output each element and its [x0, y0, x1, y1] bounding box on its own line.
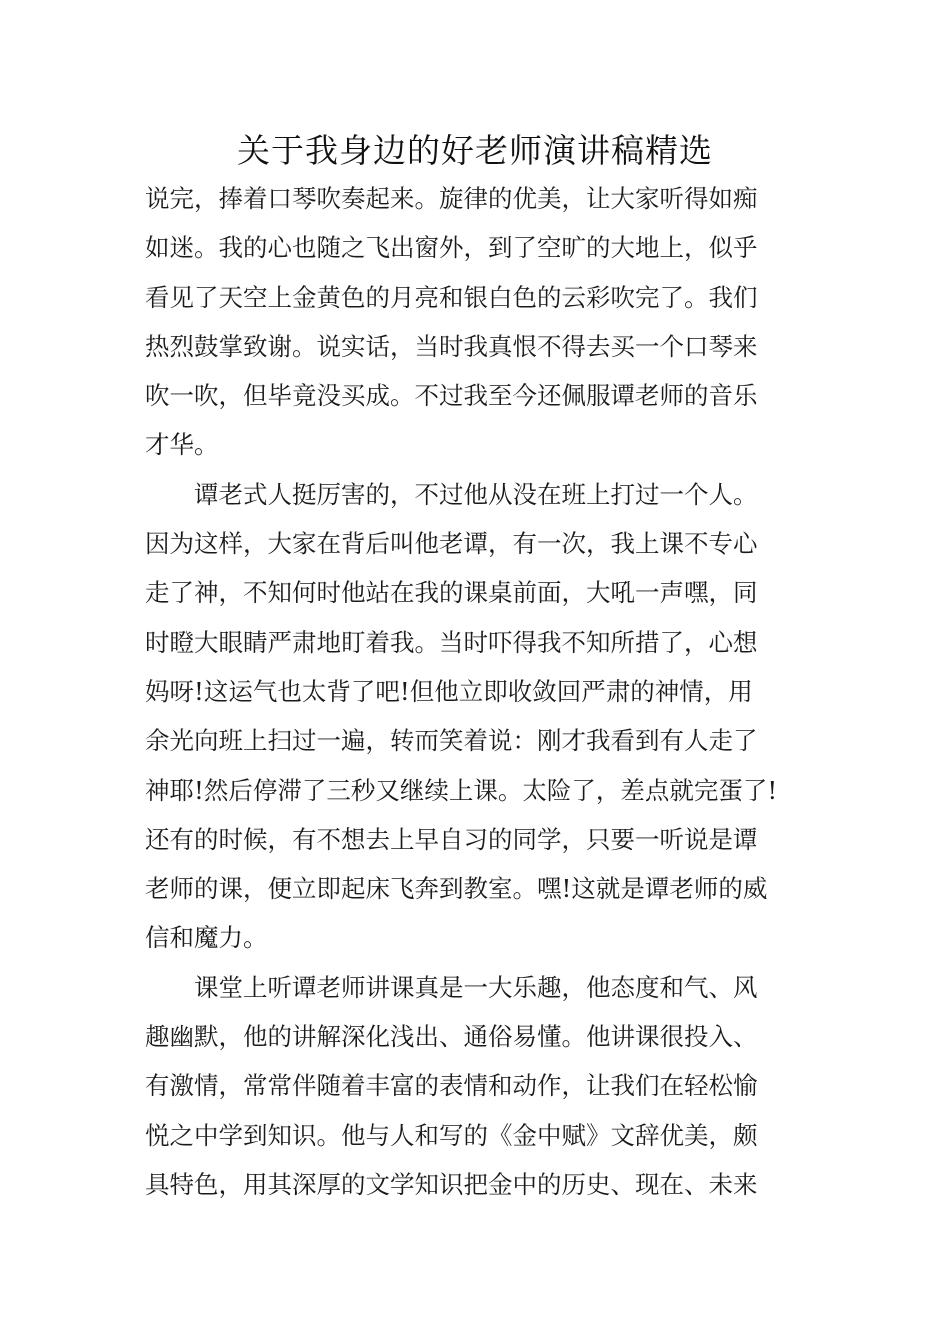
text-line: 才华。: [145, 430, 219, 460]
text-line: 妈呀!这运气也太背了吧!但他立即收敛回严肃的神情，用: [145, 676, 753, 706]
text-line: 老师的课，便立即起床飞奔到教室。嘿!这就是谭老师的威: [145, 874, 768, 904]
text-line: 说完，捧着口琴吹奏起来。旋律的优美，让大家听得如痴: [145, 184, 758, 213]
document-body: [145, 174, 810, 1209]
text-line: 具特色，用其深厚的文学知识把金中的历史、现在、未来: [145, 1169, 758, 1199]
text-line: 走了神，不知何时他站在我的课桌前面，大吼一声嘿，同: [145, 578, 758, 608]
text-line: 悦之中学到知识。他与人和写的《金中赋》文辞优美，颇: [145, 1120, 758, 1150]
text-line: 吹一吹，但毕竟没买成。不过我至今还佩服谭老师的音乐: [145, 381, 758, 411]
paragraph-first-line: 谭老式人挺厉害的，不过他从没在班上打过一个人。: [194, 479, 758, 509]
text-line: 热烈鼓掌致谢。说实话，当时我真恨不得去买一个口琴来: [145, 331, 758, 361]
document-title: 关于我身边的好老师演讲稿精选: [237, 131, 713, 170]
text-line: 时瞪大眼睛严肃地盯着我。当时吓得我不知所措了，心想: [145, 627, 758, 657]
text-line: 有激情，常常伴随着丰富的表情和动作，让我们在轻松愉: [145, 1071, 758, 1101]
text-line: 趣幽默，他的讲解深化浅出、通俗易懂。他讲课很投入、: [145, 1022, 758, 1052]
text-line: 如迷。我的心也随之飞出窗外，到了空旷的大地上，似乎: [145, 233, 758, 263]
text-line: 神耶!然后停滞了三秒又继续上课。太险了，差点就完蛋了!: [145, 775, 778, 805]
text-line: 余光向班上扫过一遍，转而笑着说：刚才我看到有人走了: [145, 726, 758, 756]
paragraph-first-line: 课堂上听谭老师讲课真是一大乐趣，他态度和气、风: [194, 972, 758, 1002]
text-line: 信和魔力。: [145, 923, 268, 953]
text-line: 还有的时候，有不想去上早自习的同学，只要一听说是谭: [145, 824, 758, 854]
text-line: 因为这样，大家在背后叫他老谭，有一次，我上课不专心: [145, 529, 758, 559]
text-line: 看见了天空上金黄色的月亮和银白色的云彩吹完了。我们: [145, 282, 758, 312]
